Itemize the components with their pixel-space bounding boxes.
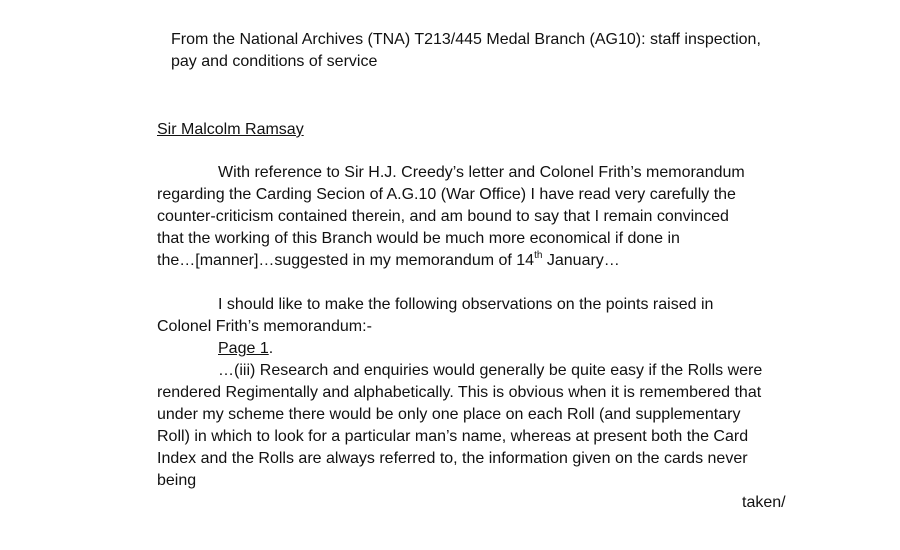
paragraph-1-line-5 bbox=[157, 250, 620, 272]
paragraph-1-line-5-text: the…[manner]…suggested in my memorandum of 14 bbox=[157, 252, 535, 269]
paragraph-3-line-4: Roll) in which to look for a particular man’s name, whereas at present both the Card bbox=[157, 428, 749, 445]
ordinal-suffix: th bbox=[534, 249, 543, 261]
paragraph-1-line-5-end: January… bbox=[542, 252, 620, 269]
salutation: Sir Malcolm Ramsay bbox=[157, 121, 304, 138]
catchword: taken/ bbox=[742, 494, 786, 511]
page-reference bbox=[218, 338, 273, 360]
paragraph-3-line-3: under my scheme there would be only one place on each Roll (and supplementary bbox=[157, 406, 741, 423]
page-reference-punct: . bbox=[268, 340, 274, 357]
paragraph-3-line-6: being bbox=[157, 472, 197, 489]
source-header-line-2: pay and conditions of service bbox=[171, 53, 378, 70]
source-header-line-1: From the National Archives (TNA) T213/445 Medal Branch (AG10): staff inspection, bbox=[171, 31, 761, 48]
paragraph-1-line-2: regarding the Carding Secion of A.G.10 (War Office) I have read very carefully the bbox=[157, 186, 736, 203]
paragraph-1-line-3: counter-criticism contained therein, and am bound to say that I remain convinced bbox=[157, 208, 729, 225]
paragraph-3-line-1: …(iii) Research and enquiries would generally be quite easy if the Rolls were bbox=[218, 362, 763, 379]
paragraph-3-line-2: rendered Regimentally and alphabetically. This is obvious when it is remembered that bbox=[157, 384, 762, 401]
paragraph-1-line-1: With reference to Sir H.J. Creedy’s letter and Colonel Frith’s memorandum bbox=[218, 164, 745, 181]
paragraph-2-line-1: I should like to make the following observations on the points raised in bbox=[218, 296, 714, 313]
paragraph-3-line-5: Index and the Rolls are always referred to, the information given on the cards never bbox=[157, 450, 748, 467]
paragraph-1-line-4: that the working of this Branch would be much more economical if done in bbox=[157, 230, 680, 247]
page-reference-label: Page 1 bbox=[218, 340, 269, 357]
paragraph-2-line-2: Colonel Frith’s memorandum:- bbox=[157, 318, 372, 335]
